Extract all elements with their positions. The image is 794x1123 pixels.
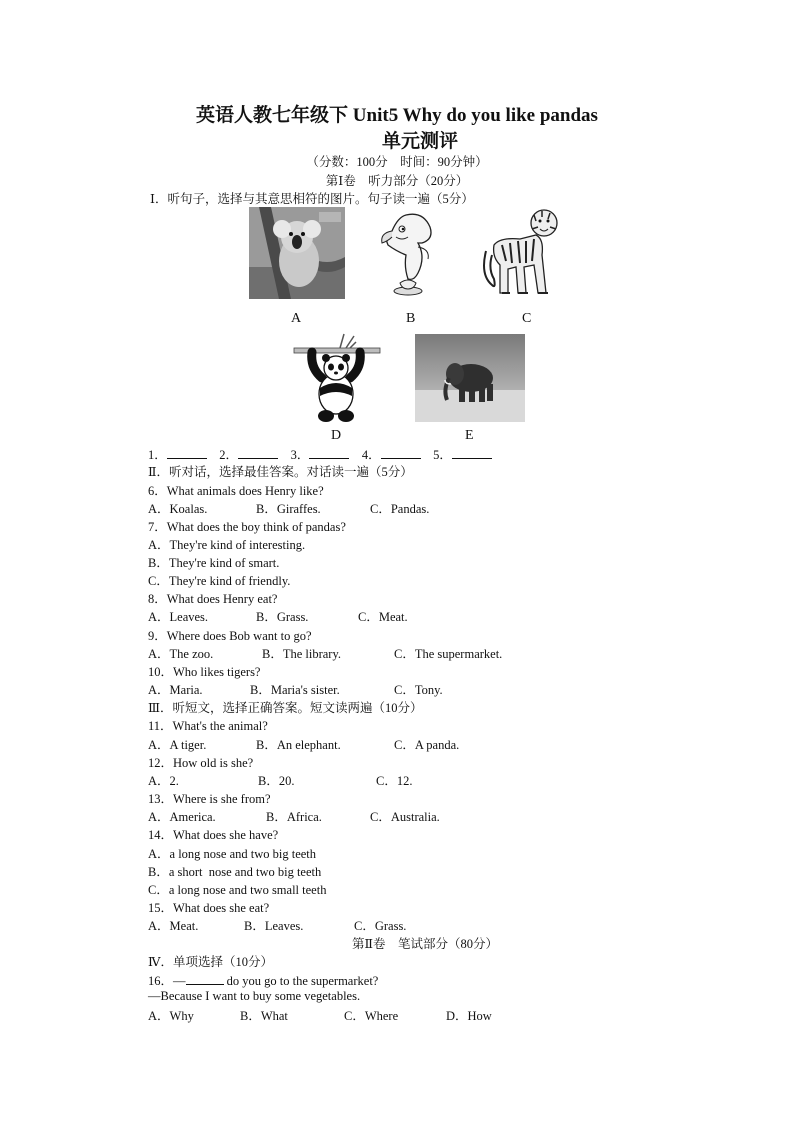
option[interactable]: C．Where bbox=[344, 1009, 399, 1023]
elephant-photo-icon bbox=[415, 334, 525, 422]
option[interactable]: A．Maria. bbox=[148, 683, 203, 697]
option[interactable]: C．a long nose and two small teeth bbox=[148, 883, 327, 897]
option[interactable]: C．Grass. bbox=[354, 919, 407, 933]
question-7: 7．What does the boy think of pandas? bbox=[148, 520, 346, 534]
option[interactable]: A．Leaves. bbox=[148, 610, 209, 624]
option[interactable]: A．The zoo. bbox=[148, 647, 214, 661]
option[interactable]: B．Maria's sister. bbox=[250, 683, 340, 697]
picture-letter-c: C bbox=[522, 311, 532, 326]
picture-letter-d: D bbox=[331, 428, 342, 443]
blank-label-5: 5． bbox=[433, 448, 452, 462]
blank-label-1: 1． bbox=[148, 448, 167, 462]
option[interactable]: B．Giraffes. bbox=[256, 502, 321, 516]
option[interactable]: A．America. bbox=[148, 810, 216, 824]
blank-16[interactable] bbox=[186, 973, 224, 985]
picture-letter-a: A bbox=[291, 311, 302, 326]
option[interactable]: A．Why bbox=[148, 1009, 194, 1023]
picture-letter-e: E bbox=[465, 428, 474, 443]
question-16-answer: —Because I want to buy some vegetables. bbox=[148, 989, 361, 1003]
title-line2: 单元测评 bbox=[381, 131, 458, 152]
option[interactable]: B．What bbox=[240, 1009, 288, 1023]
question-8: 8．What does Henry eat? bbox=[148, 592, 278, 606]
blank-1[interactable] bbox=[167, 447, 207, 459]
option[interactable]: B．Africa. bbox=[266, 810, 322, 824]
question-10: 10．Who likes tigers? bbox=[148, 665, 261, 679]
question-11: 11．What's the animal? bbox=[148, 719, 268, 733]
option[interactable]: C．The supermarket. bbox=[394, 647, 503, 661]
option[interactable]: B．Grass. bbox=[256, 610, 309, 624]
picture-letter-b: B bbox=[406, 311, 416, 326]
options-row bbox=[148, 916, 407, 934]
section2-heading: Ⅱ．听对话，选择最佳答案。对话读一遍（5分） bbox=[148, 465, 413, 479]
option[interactable]: C．A panda. bbox=[394, 738, 460, 752]
question-16 bbox=[148, 971, 378, 989]
option[interactable]: B．An elephant. bbox=[256, 738, 341, 752]
blank-label-2: 2． bbox=[219, 448, 239, 462]
options-row bbox=[148, 644, 503, 662]
section1-heading: Ⅰ．听句子，选择与其意思相符的图片。句子读一遍（5分） bbox=[150, 192, 474, 206]
question-13: 13．Where is she from? bbox=[148, 792, 271, 806]
part2-heading: 第Ⅱ卷 笔试部分（80分） bbox=[352, 937, 498, 951]
part1-heading: 第Ⅰ卷 听力部分（20分） bbox=[325, 174, 469, 188]
options-row bbox=[148, 807, 440, 825]
question-16-suffix: do you go to the supermarket? bbox=[223, 974, 379, 988]
blank-3[interactable] bbox=[309, 447, 349, 459]
panda-drawing-icon bbox=[292, 332, 382, 424]
option[interactable]: A．2. bbox=[148, 774, 179, 788]
answer-blanks-row bbox=[148, 445, 492, 463]
option[interactable]: C．Pandas. bbox=[370, 502, 430, 516]
option[interactable]: A．Koalas. bbox=[148, 502, 208, 516]
option[interactable]: A．Meat. bbox=[148, 919, 199, 933]
title-line1: 英语人教七年级下 Unit5 Why do you like pandas bbox=[196, 105, 598, 126]
option[interactable]: C．They're kind of friendly. bbox=[148, 574, 291, 588]
option[interactable]: A．They're kind of interesting. bbox=[148, 538, 306, 552]
option[interactable]: A．A tiger. bbox=[148, 738, 207, 752]
option[interactable]: B．20. bbox=[258, 774, 295, 788]
blank-label-4: 4． bbox=[361, 448, 381, 462]
blank-5[interactable] bbox=[452, 447, 492, 459]
question-9: 9．Where does Bob want to go? bbox=[148, 629, 312, 643]
tiger-drawing-icon bbox=[480, 205, 564, 301]
section4-heading: Ⅳ．单项选择（10分） bbox=[148, 955, 273, 969]
option[interactable]: C．12. bbox=[376, 774, 413, 788]
score-time: （分数：100分 时间：90分钟） bbox=[306, 155, 488, 169]
blank-2[interactable] bbox=[238, 447, 278, 459]
options-row bbox=[148, 607, 408, 625]
option[interactable]: B．a short nose and two big teeth bbox=[148, 865, 322, 879]
question-12: 12．How old is she? bbox=[148, 756, 254, 770]
option[interactable]: C．Meat. bbox=[358, 610, 408, 624]
option[interactable]: B．They're kind of smart. bbox=[148, 556, 280, 570]
option[interactable]: A．a long nose and two big teeth bbox=[148, 847, 317, 861]
options-row bbox=[148, 680, 443, 698]
dolphin-drawing-icon bbox=[378, 207, 438, 299]
koala-photo-icon bbox=[249, 207, 345, 299]
question-6: 6．What animals does Henry like? bbox=[148, 484, 324, 498]
option[interactable]: D．How bbox=[446, 1009, 492, 1023]
option[interactable]: B．The library. bbox=[262, 647, 342, 661]
options-row bbox=[148, 1006, 492, 1024]
question-16-prefix: 16．— bbox=[148, 974, 186, 988]
blank-4[interactable] bbox=[381, 447, 421, 459]
options-row bbox=[148, 735, 460, 753]
question-15: 15．What does she eat? bbox=[148, 901, 270, 915]
question-14: 14．What does she have? bbox=[148, 828, 279, 842]
option[interactable]: C．Tony. bbox=[394, 683, 443, 697]
options-row bbox=[148, 771, 413, 789]
option[interactable]: C．Australia. bbox=[370, 810, 440, 824]
option[interactable]: B．Leaves. bbox=[244, 919, 304, 933]
options-row bbox=[148, 499, 430, 517]
section3-heading: Ⅲ．听短文，选择正确答案。短文读两遍（10分） bbox=[148, 701, 423, 715]
blank-label-3: 3． bbox=[290, 448, 310, 462]
